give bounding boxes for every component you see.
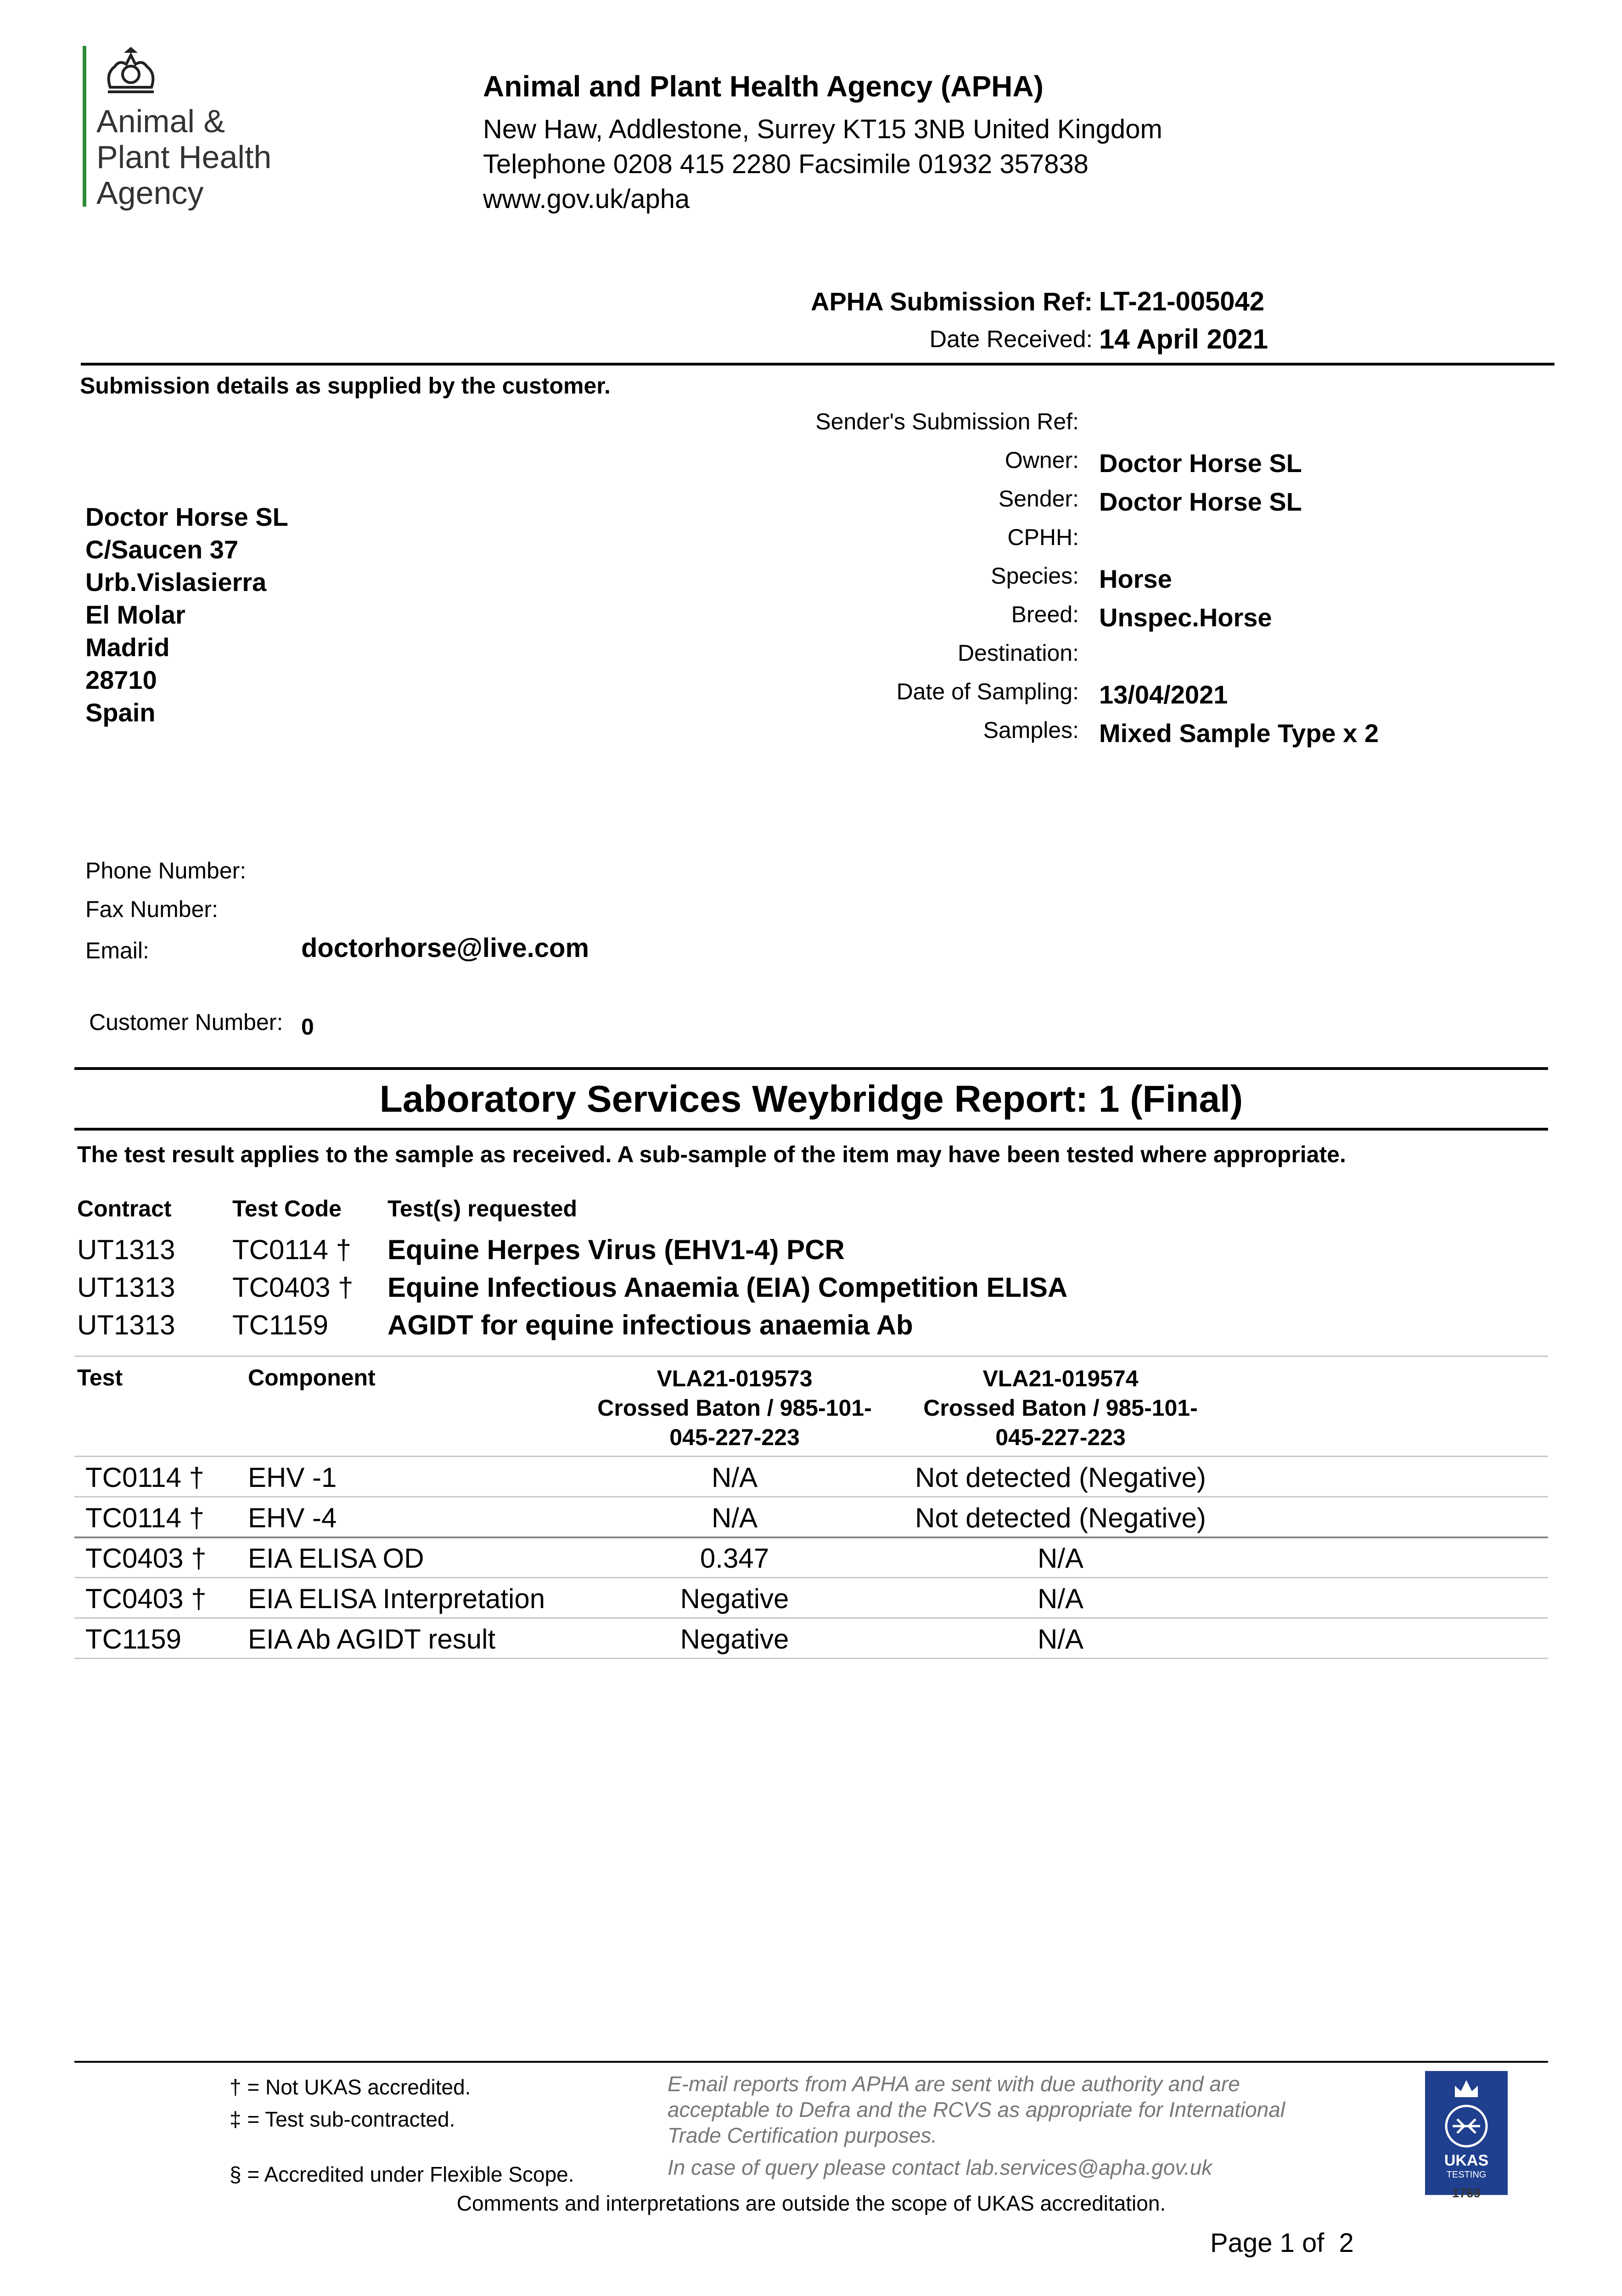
results-component-header: Component — [248, 1365, 376, 1390]
result-sample-2: Not detected (Negative) — [915, 1503, 1206, 1533]
result-test: TC0114 † — [85, 1503, 205, 1533]
result-sample-1: Negative — [680, 1583, 789, 1614]
ukas-label: UKAS — [1444, 2152, 1489, 2169]
ukas-badge — [1425, 2071, 1508, 2195]
agency-phone: Telephone 0208 415 2280 Facsimile 01932 357838 — [483, 149, 1089, 179]
sample-id: VLA21-019574 — [982, 1366, 1139, 1391]
sample-desc: 045-227-223 — [995, 1424, 1126, 1450]
legend-item: † = Not UKAS accredited. — [230, 2075, 471, 2099]
result-component: EHV -1 — [248, 1462, 337, 1493]
disclaimer-line: acceptable to Defra and the RCVS as appropriate for International — [668, 2098, 1285, 2122]
requested-contract: UT1313 — [77, 1234, 175, 1265]
footer-comments: Comments and interpretations are outside the scope of UKAS accreditation. — [456, 2191, 1166, 2215]
query-line: In case of query please contact lab.services@apha.gov.uk — [668, 2155, 1212, 2179]
submission-ref-label: APHA Submission Ref: — [811, 287, 1093, 316]
requested-test-code: TC0114 † — [232, 1234, 352, 1265]
ukas-crown-icon — [1453, 2077, 1480, 2099]
disclaimer-line: Trade Certification purposes. — [668, 2123, 937, 2147]
report-top-rule — [74, 1067, 1548, 1070]
result-test: TC0403 † — [85, 1583, 207, 1614]
footer-disclaimer — [668, 2071, 1285, 2180]
requested-test-code: TC1159 — [232, 1310, 329, 1340]
legend-item: ‡ = Test sub-contracted. — [230, 2107, 455, 2131]
test-code-header: Test Code — [232, 1196, 342, 1221]
requested-bottom-rule — [74, 1356, 1548, 1357]
detail-label: Samples: — [983, 717, 1079, 743]
address-line: 28710 — [85, 665, 157, 694]
result-sample-2: N/A — [1037, 1583, 1084, 1614]
sample-desc: Crossed Baton / 985-101- — [923, 1395, 1198, 1421]
header-divider — [81, 363, 1555, 366]
detail-label: Date of Sampling: — [896, 679, 1079, 704]
sample-desc: 045-227-223 — [669, 1424, 800, 1450]
result-test: TC1159 — [85, 1624, 182, 1654]
tests-requested-header: Test(s) requested — [387, 1196, 578, 1221]
detail-value: Doctor Horse SL — [1099, 449, 1302, 478]
detail-value: Horse — [1099, 564, 1172, 593]
detail-value: Doctor Horse SL — [1099, 487, 1302, 516]
customer-note: Submission details as supplied by the customer. — [80, 373, 611, 399]
logo-green-bar — [83, 46, 86, 207]
fax-label: Fax Number: — [85, 896, 218, 922]
footer-legend — [230, 2071, 574, 2190]
result-row-rule — [74, 1496, 1548, 1497]
footer-rule — [74, 2061, 1548, 2063]
result-sample-2: N/A — [1037, 1543, 1084, 1574]
address-line: El Molar — [85, 600, 185, 629]
detail-value: Unspec.Horse — [1099, 603, 1272, 632]
detail-value: 13/04/2021 — [1099, 680, 1228, 709]
result-row-rule — [74, 1536, 1548, 1538]
logo-line-2: Plant Health — [96, 139, 272, 175]
result-sample-1: N/A — [711, 1462, 758, 1493]
result-sample-1: N/A — [711, 1503, 758, 1533]
detail-value: Mixed Sample Type x 2 — [1099, 719, 1379, 748]
legend-item: § = Accredited under Flexible Scope. — [230, 2162, 574, 2186]
result-sample-1: Negative — [680, 1624, 789, 1654]
detail-label: Species: — [991, 563, 1079, 589]
apha-logo — [83, 46, 303, 220]
ukas-number: 1769 — [1452, 2186, 1481, 2200]
date-received-value: 14 April 2021 — [1099, 324, 1268, 355]
logo-line-3: Agency — [96, 175, 204, 211]
result-component: EIA ELISA Interpretation — [248, 1583, 545, 1614]
royal-crest-icon — [101, 46, 161, 96]
requested-test-name: AGIDT for equine infectious anaemia Ab — [387, 1310, 913, 1340]
result-sample-1: 0.347 — [700, 1543, 769, 1574]
report-title: Laboratory Services Weybridge Report: 1 (Final) — [379, 1078, 1243, 1120]
logo-line-1: Animal & — [96, 103, 225, 139]
ukas-sub: TESTING — [1446, 2170, 1487, 2180]
address-line: Doctor Horse SL — [85, 502, 288, 531]
address-line: Madrid — [85, 633, 170, 662]
address-line: Spain — [85, 698, 156, 727]
address-block — [85, 501, 288, 729]
customer-number-value: 0 — [301, 1014, 314, 1040]
agency-name: Animal and Plant Health Agency (APHA) — [483, 70, 1044, 103]
address-line: Urb.Vislasierra — [85, 568, 267, 597]
sample-desc: Crossed Baton / 985-101- — [597, 1395, 872, 1421]
results-test-header: Test — [77, 1365, 123, 1390]
agency-address: New Haw, Addlestone, Surrey KT15 3NB United Kingdom — [483, 114, 1162, 144]
requested-test-name: Equine Herpes Virus (EHV1-4) PCR — [387, 1234, 845, 1265]
result-row-rule — [74, 1577, 1548, 1578]
submission-ref-value: LT-21-005042 — [1099, 287, 1265, 316]
detail-label: Sender's Submission Ref: — [815, 409, 1079, 434]
sample-header-2 — [895, 1364, 1226, 1452]
report-bottom-rule — [74, 1128, 1548, 1131]
requested-test-name: Equine Infectious Anaemia (EIA) Competition ELISA — [387, 1272, 1068, 1303]
agency-web[interactable]: www.gov.uk/apha — [483, 184, 690, 214]
detail-label: Destination: — [957, 640, 1079, 666]
detail-label: CPHH: — [1007, 524, 1079, 550]
report-note: The test result applies to the sample as received. A sub-sample of the item may have been tested where appropriate. — [77, 1142, 1346, 1167]
detail-label: Breed: — [1011, 602, 1079, 627]
ukas-emblem-icon — [1443, 2103, 1489, 2149]
result-sample-2: N/A — [1037, 1624, 1084, 1654]
phone-label: Phone Number: — [85, 858, 247, 884]
contract-header: Contract — [77, 1196, 172, 1221]
result-test: TC0114 † — [85, 1462, 205, 1493]
requested-contract: UT1313 — [77, 1310, 175, 1340]
requested-contract: UT1313 — [77, 1272, 175, 1303]
address-line: C/Saucen 37 — [85, 535, 239, 564]
customer-number-label: Customer Number: — [89, 1009, 283, 1035]
sample-id: VLA21-019573 — [657, 1366, 813, 1391]
result-component: EIA Ab AGIDT result — [248, 1624, 496, 1654]
email-value[interactable]: doctorhorse@live.com — [301, 933, 589, 963]
email-label: Email: — [85, 938, 149, 963]
result-test: TC0403 † — [85, 1543, 207, 1574]
date-received-label: Date Received: — [929, 326, 1093, 353]
result-row-rule — [74, 1658, 1548, 1659]
page-number: Page 1 of 2 — [1210, 2228, 1354, 2258]
result-row-rule — [74, 1617, 1548, 1619]
disclaimer-line: E-mail reports from APHA are sent with due authority and are — [668, 2072, 1240, 2096]
requested-test-code: TC0403 † — [232, 1272, 354, 1303]
sample-header-1 — [569, 1364, 900, 1452]
result-component: EHV -4 — [248, 1503, 337, 1533]
result-sample-2: Not detected (Negative) — [915, 1462, 1206, 1493]
detail-label: Owner: — [1005, 447, 1079, 473]
result-component: EIA ELISA OD — [248, 1543, 424, 1574]
detail-label: Sender: — [998, 486, 1079, 512]
results-header-rule — [74, 1456, 1548, 1457]
